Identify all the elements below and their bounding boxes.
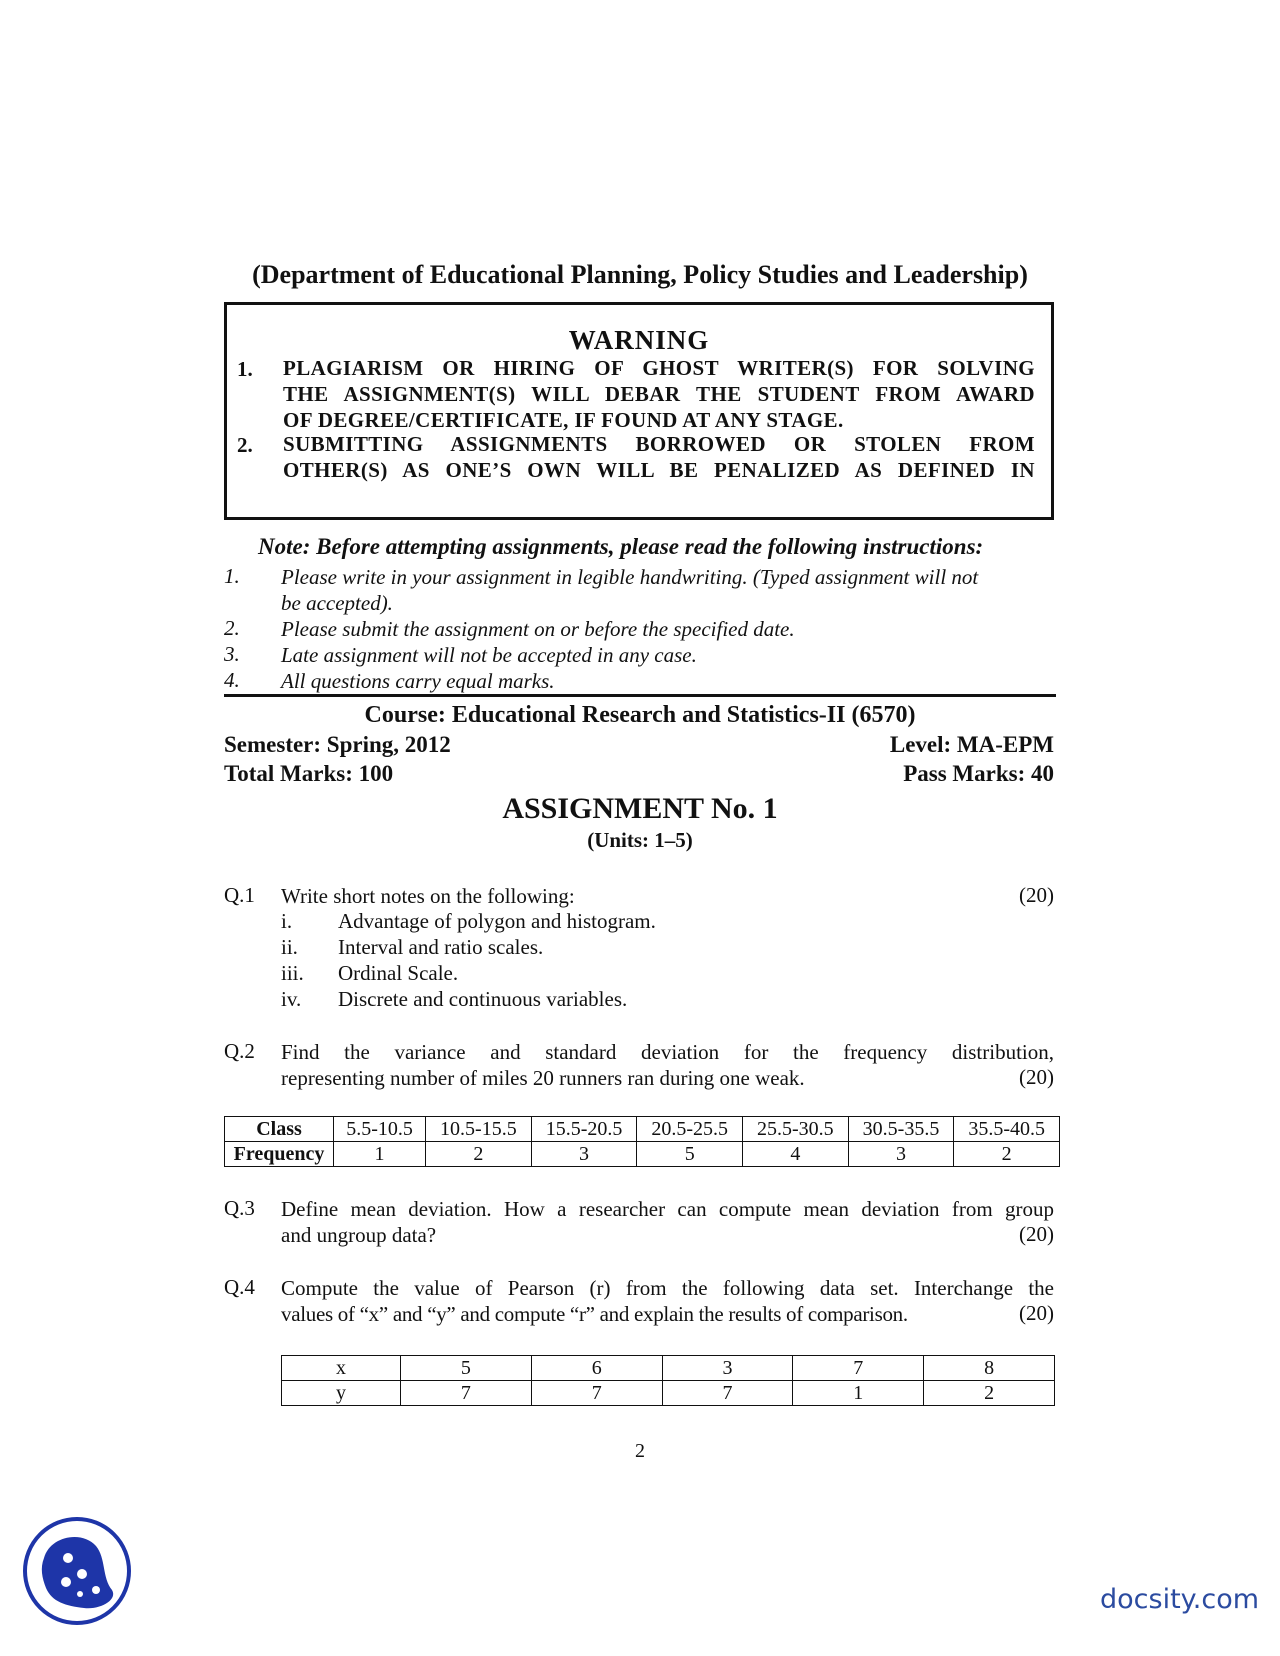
table-row [282, 1381, 1055, 1406]
instruction-number: 4. [224, 668, 240, 692]
question-marks: (20) [1019, 1301, 1054, 1325]
table-cell: 8 [924, 1356, 1055, 1381]
instruction-number: 1. [224, 564, 240, 588]
table-header-cell: Frequency [225, 1142, 334, 1167]
question-marks: (20) [1019, 883, 1054, 907]
warning-item-number: 1. [237, 357, 253, 381]
table-cell: 2 [954, 1142, 1060, 1167]
total-marks-label: Total Marks: 100 [224, 761, 394, 786]
units-subtitle: (Units: 1–5) [587, 828, 693, 852]
table-cell: 2 [924, 1381, 1055, 1406]
semester-label: Semester: Spring, 2012 [224, 732, 451, 757]
table-cell: 10.5-15.5 [426, 1117, 532, 1142]
brand-link[interactable]: docsity.com [1100, 1584, 1260, 1615]
question-text: values of “x” and “y” and compute “r” and explain the results of comparison. [281, 1302, 908, 1326]
question-text: Find the variance and standard deviation for the frequency distribution, [281, 1040, 1054, 1064]
table-cell: 6 [531, 1356, 662, 1381]
page-number: 2 [635, 1440, 645, 1462]
question-number: Q.4 [224, 1275, 255, 1299]
warning-item-number: 2. [237, 433, 253, 457]
instructions-note-title: Note: Before attempting assignments, please read the following instructions: [258, 534, 984, 559]
table-cell: 30.5-35.5 [848, 1117, 954, 1142]
question-text: Write short notes on the following: [281, 884, 575, 908]
warning-item-line: SUBMITTING ASSIGNMENTS BORROWED OR STOLEN FROM [283, 432, 1035, 456]
table-cell: 4 [743, 1142, 849, 1167]
table-row [225, 1142, 1060, 1167]
question-text: representing number of miles 20 runners ran during one weak. [281, 1066, 805, 1090]
table-cell: 7 [401, 1381, 532, 1406]
table-cell: 7 [793, 1356, 924, 1381]
instruction-number: 2. [224, 616, 240, 640]
warning-item-line: THE ASSIGNMENT(S) WILL DEBAR THE STUDENT FROM AWARD [283, 382, 1035, 406]
subitem-text: Interval and ratio scales. [338, 935, 544, 959]
question-marks: (20) [1019, 1222, 1054, 1246]
table-cell: 15.5-20.5 [531, 1117, 637, 1142]
table-cell: 3 [662, 1356, 793, 1381]
horizontal-rule [224, 694, 1056, 697]
question-number: Q.3 [224, 1196, 255, 1220]
table-cell: 5 [401, 1356, 532, 1381]
table-header-cell: Class [225, 1117, 334, 1142]
subitem-number: i. [281, 909, 293, 933]
subitem-number: iii. [281, 961, 304, 985]
warning-item-line: OF DEGREE/CERTIFICATE, IF FOUND AT ANY STAGE. [283, 408, 844, 432]
table-cell: 2 [426, 1142, 532, 1167]
table-header-cell: y [282, 1381, 401, 1406]
question-text: and ungroup data? [281, 1223, 437, 1247]
department-heading: (Department of Educational Planning, Policy Studies and Leadership) [252, 260, 1028, 289]
assignment-title: ASSIGNMENT No. 1 [502, 792, 778, 825]
instruction-line: Please write in your assignment in legible handwriting. (Typed assignment will not [281, 565, 979, 589]
subitem-text: Discrete and continuous variables. [338, 987, 628, 1011]
table-cell: 35.5-40.5 [954, 1117, 1060, 1142]
table-cell: 5.5-10.5 [334, 1117, 426, 1142]
level-label: Level: MA-EPM [889, 732, 1054, 757]
question-number: Q.2 [224, 1039, 255, 1063]
instruction-line: be accepted). [281, 591, 393, 615]
question-number: Q.1 [224, 883, 255, 907]
table-cell: 7 [662, 1381, 793, 1406]
instruction-line: Please submit the assignment on or before the specified date. [281, 617, 795, 641]
subitem-text: Ordinal Scale. [338, 961, 459, 985]
warning-item-line: PLAGIARISM OR HIRING OF GHOST WRITER(S) FOR SOLVING [283, 356, 1035, 380]
instruction-number: 3. [224, 642, 240, 666]
subitem-number: iv. [281, 987, 302, 1011]
instruction-line: Late assignment will not be accepted in any case. [281, 643, 697, 667]
table-row [282, 1356, 1055, 1381]
docsity-logo-icon[interactable] [22, 1516, 132, 1626]
warning-item-line: OTHER(S) AS ONE’S OWN WILL BE PENALIZED AS DEFINED IN [283, 458, 1035, 482]
table-cell: 5 [637, 1142, 743, 1167]
subitem-number: ii. [281, 935, 298, 959]
table-cell: 3 [531, 1142, 637, 1167]
subitem-text: Advantage of polygon and histogram. [338, 909, 656, 933]
table-cell: 3 [848, 1142, 954, 1167]
table-cell: 7 [531, 1381, 662, 1406]
question-marks: (20) [1019, 1065, 1054, 1089]
question-text: Compute the value of Pearson (r) from the following data set. Interchange the [281, 1276, 1054, 1300]
table-cell: 25.5-30.5 [743, 1117, 849, 1142]
table-cell: 1 [793, 1381, 924, 1406]
pass-marks-label: Pass Marks: 40 [903, 761, 1054, 786]
frequency-table [224, 1116, 1060, 1167]
question-text: Define mean deviation. How a researcher can compute mean deviation from group [281, 1197, 1054, 1221]
course-title: Course: Educational Research and Statistics-II (6570) [364, 702, 916, 728]
table-header-cell: x [282, 1356, 401, 1381]
instruction-line: All questions carry equal marks. [281, 669, 555, 693]
table-cell: 20.5-25.5 [637, 1117, 743, 1142]
table-row [225, 1117, 1060, 1142]
table-cell: 1 [334, 1142, 426, 1167]
warning-box [224, 302, 1054, 520]
warning-title: WARNING [568, 325, 710, 355]
xy-data-table [281, 1355, 1055, 1406]
